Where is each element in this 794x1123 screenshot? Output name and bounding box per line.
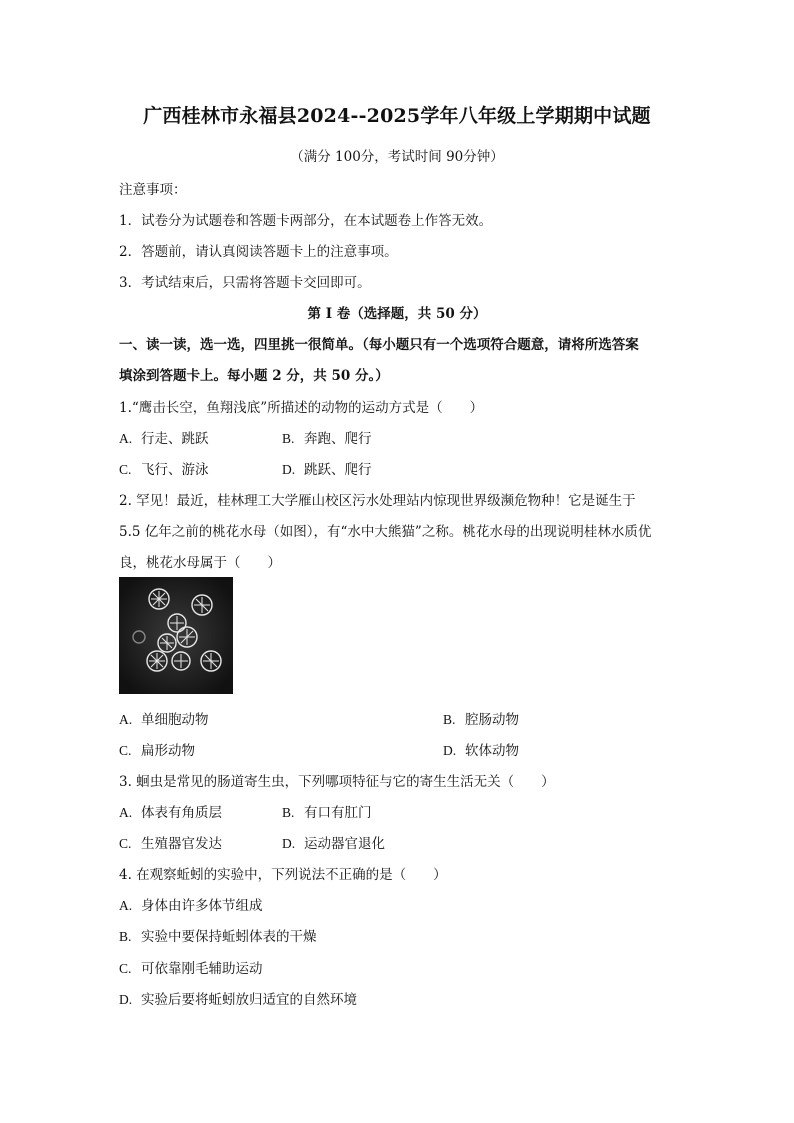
jellyfish-illustration	[119, 577, 233, 694]
part1-heading: 第 I 卷（选择题，共 50 分）	[307, 306, 487, 322]
question-4-option-b: B. 实验中要保持蚯蚓体表的干燥	[119, 929, 317, 945]
question-2-option-a: A. 单细胞动物	[119, 712, 209, 728]
question-2-stem-line3: 良，桃花水母属于（ ）	[119, 555, 281, 571]
question-4-option-c: C. 可依靠刚毛辅助运动	[119, 961, 263, 977]
question-1-option-c: C. 飞行、游泳	[119, 462, 209, 478]
question-2-option-b: B. 腔肠动物	[443, 712, 519, 728]
notice-item-1: 1．试卷分为试题卷和答题卡两部分，在本试题卷上作答无效。	[119, 213, 493, 229]
question-3-option-d: D. 运动器官退化	[282, 836, 385, 852]
notice-heading: 注意事项：	[119, 182, 187, 198]
question-1-option-d: D. 跳跃、爬行	[282, 462, 372, 478]
question-3-option-a: A. 体表有角质层	[119, 805, 222, 821]
question-2-option-d: D. 软体动物	[443, 743, 519, 759]
question-2-stem-line2: 5.5 亿年之前的桃花水母（如图），有“水中大熊猫”之称。桃花水母的出现说明桂林水质优	[119, 524, 652, 540]
question-2-stem-line1: 2. 罕见！最近，桂林理工大学雁山校区污水处理站内惊现世界级濒危物种！它是诞生于	[119, 493, 636, 509]
question-2-option-c: C. 扁形动物	[119, 743, 195, 759]
part1-instruction-line2: 填涂到答题卡上。每小题 2 分，共 50 分。）	[119, 368, 389, 384]
question-1-option-b: B. 奔跑、爬行	[282, 431, 372, 447]
part1-instruction-line1: 一、读一读，选一选，四里挑一很简单。（每小题只有一个选项符合题意，请将所选答案	[119, 337, 639, 353]
peach-blossom-jellyfish-photo	[119, 577, 233, 694]
question-4-option-d: D. 实验后要将蚯蚓放归适宜的自然环境	[119, 992, 357, 1008]
question-3-option-b: B. 有口有肛门	[282, 805, 372, 821]
question-1-stem: 1.“鹰击长空，鱼翔浅底”所描述的动物的运动方式是（ ）	[119, 400, 484, 416]
question-4-option-a: A. 身体由许多体节组成	[119, 898, 263, 914]
notice-item-3: 3．考试结束后，只需将答题卡交回即可。	[119, 275, 371, 291]
question-4-stem: 4. 在观察蚯蚓的实验中，下列说法不正确的是（ ）	[119, 867, 447, 883]
exam-subtitle: （满分 100分，考试时间 90分钟）	[290, 149, 504, 165]
exam-title: 广西桂林市永福县2024--2025学年八年级上学期期中试题	[143, 105, 651, 127]
question-1-option-a: A. 行走、跳跃	[119, 431, 209, 447]
question-3-option-c: C. 生殖器官发达	[119, 836, 222, 852]
question-3-stem: 3. 蛔虫是常见的肠道寄生虫，下列哪项特征与它的寄生生活无关（ ）	[119, 774, 555, 790]
notice-item-2: 2．答题前，请认真阅读答题卡上的注意事项。	[119, 244, 398, 260]
